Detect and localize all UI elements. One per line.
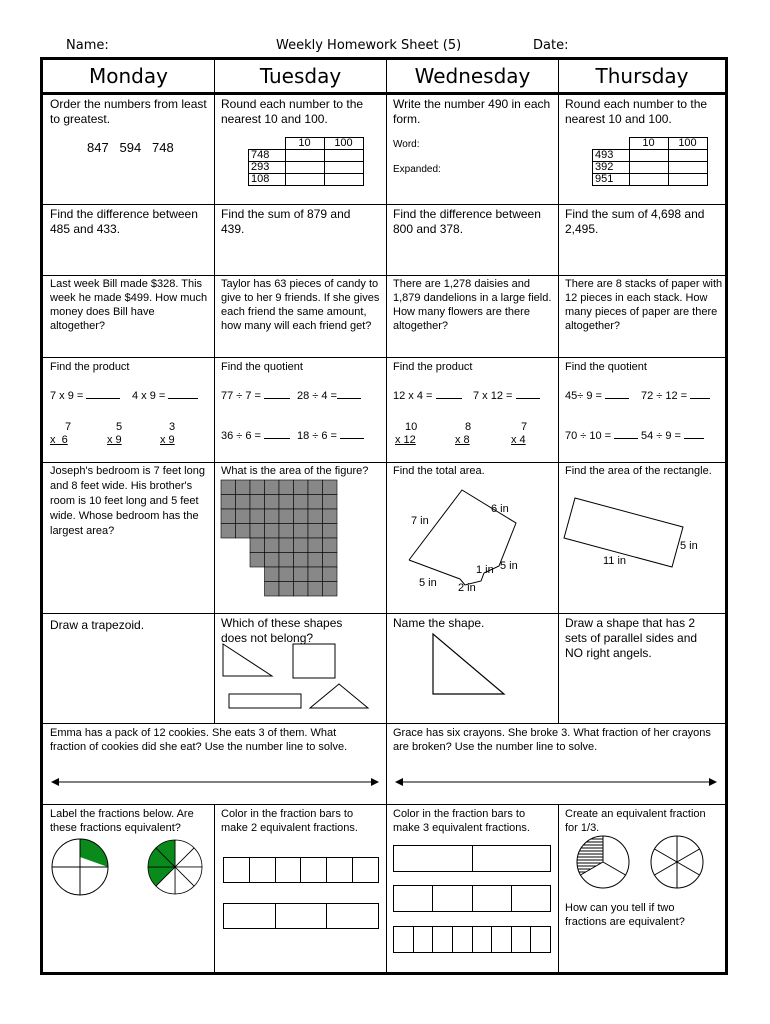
label-7in: 7 in bbox=[411, 515, 429, 527]
row4-monday bbox=[43, 358, 215, 463]
row5-tuesday bbox=[215, 463, 387, 614]
grid-square bbox=[279, 538, 294, 553]
grid-square bbox=[236, 524, 251, 539]
factor: 7 bbox=[65, 421, 72, 433]
grid-square bbox=[323, 567, 338, 582]
answer-cell[interactable] bbox=[629, 174, 668, 186]
prompt: Find the sum of 879 and 439. bbox=[221, 207, 351, 236]
fraction-bar-thirds[interactable] bbox=[223, 903, 379, 929]
grid-square bbox=[308, 567, 323, 582]
answer-cell[interactable] bbox=[668, 150, 707, 162]
factor: 3 bbox=[169, 421, 176, 433]
grid-square bbox=[294, 495, 309, 510]
row7-right bbox=[387, 724, 725, 805]
factor: x 9 bbox=[107, 434, 122, 446]
grid-square bbox=[279, 480, 294, 495]
grid-square bbox=[265, 509, 280, 524]
grid-square bbox=[221, 480, 236, 495]
grid-square bbox=[265, 538, 280, 553]
prompt: Joseph's bedroom is 7 feet long and 8 feet wide. His brother's room is 10 feet long and 5 feet wide. Whose bedroom has the largest area? bbox=[50, 465, 205, 537]
prompt: Draw a trapezoid. bbox=[50, 618, 145, 632]
grid-square bbox=[279, 567, 294, 582]
factor: 10 bbox=[405, 421, 418, 433]
prompt: Find the total area. bbox=[393, 465, 485, 477]
label-5in: 5 in bbox=[419, 577, 437, 589]
title: Find the quotient bbox=[565, 361, 647, 373]
grid-square bbox=[308, 524, 323, 539]
prompt: Label the fractions below. Are these fractions equivalent? bbox=[50, 808, 194, 834]
label-11in: 11 in bbox=[603, 555, 627, 567]
prompt: Taylor has 63 pieces of candy to give to her 9 friends. If she gives each friend the same amount, how many will each friend get? bbox=[221, 278, 380, 332]
prompt: There are 1,278 daisies and 1,879 dandelions in a large field. How many flowers are there altogether? bbox=[393, 278, 552, 332]
grid-square bbox=[265, 567, 280, 582]
grid-square bbox=[308, 495, 323, 510]
grid-square bbox=[294, 582, 309, 597]
fraction-bar-fourths[interactable] bbox=[393, 885, 551, 912]
number-line[interactable] bbox=[43, 772, 387, 792]
equation: 45÷ 9 = bbox=[565, 389, 629, 403]
expanded-label: Expanded: bbox=[393, 164, 441, 175]
equivalent-fraction-circles bbox=[559, 805, 725, 895]
col-10: 10 bbox=[285, 138, 324, 150]
grid-square bbox=[250, 553, 265, 568]
row2-tuesday bbox=[215, 205, 387, 276]
header-monday: Monday bbox=[43, 60, 215, 95]
fraction-bar-sixths[interactable] bbox=[223, 857, 379, 883]
sheet-title: Weekly Homework Sheet (5) bbox=[276, 38, 462, 53]
equation: 12 x 4 = bbox=[393, 389, 462, 403]
answer-cell[interactable] bbox=[668, 174, 707, 186]
grid-square bbox=[308, 480, 323, 495]
answer-cell[interactable] bbox=[629, 162, 668, 174]
equation: 77 ÷ 7 = bbox=[221, 389, 290, 403]
grid-square bbox=[323, 553, 338, 568]
factor: x 9 bbox=[160, 434, 175, 446]
prompt: Round each number to the nearest 10 and 100. bbox=[565, 97, 708, 126]
equation: 54 ÷ 9 = bbox=[641, 429, 704, 443]
row2-thursday bbox=[559, 205, 725, 276]
prompt: There are 8 stacks of paper with 12 pieces in each stack. How many pieces of paper are there altogether? bbox=[565, 278, 723, 332]
prompt: Grace has six crayons. She broke 3. What fraction of her crayons are broken? Use the number line to solve. bbox=[393, 727, 711, 753]
label-1in: 1 in bbox=[476, 564, 494, 576]
row3-tuesday bbox=[215, 276, 387, 358]
prompt: Find the difference between 800 and 378. bbox=[393, 207, 541, 236]
grid-square bbox=[265, 582, 280, 597]
grid-square bbox=[236, 495, 251, 510]
sixths-divider bbox=[654, 849, 677, 862]
grid-square bbox=[279, 495, 294, 510]
equation: 72 ÷ 12 = bbox=[641, 389, 710, 403]
title: Find the product bbox=[393, 361, 473, 373]
grid-square bbox=[279, 582, 294, 597]
col-10: 10 bbox=[629, 138, 668, 150]
fraction-circles bbox=[43, 805, 215, 885]
col-100: 100 bbox=[668, 138, 707, 150]
name-label: Name: bbox=[66, 38, 109, 53]
row6-tuesday bbox=[215, 614, 387, 724]
number-list: 847 594 748 bbox=[87, 140, 174, 155]
answer-cell[interactable] bbox=[668, 162, 707, 174]
grid-square bbox=[308, 582, 323, 597]
row2-monday bbox=[43, 205, 215, 276]
header-tuesday: Tuesday bbox=[215, 60, 387, 95]
equation: 18 ÷ 6 = bbox=[297, 429, 364, 443]
grid-square bbox=[236, 480, 251, 495]
row1-tuesday bbox=[215, 95, 387, 205]
factor: x 12 bbox=[395, 434, 416, 446]
grid-square bbox=[279, 524, 294, 539]
title: Find the quotient bbox=[221, 361, 303, 373]
row4-wednesday bbox=[387, 358, 559, 463]
answer-cell[interactable] bbox=[324, 150, 363, 162]
prompt: Which of these shapes does not belong? bbox=[221, 616, 343, 645]
prompt: Color in the fraction bars to make 3 equivalent fractions. bbox=[393, 808, 530, 834]
shapes-figure bbox=[215, 614, 387, 724]
prompt: Find the sum of 4,698 and 2,495. bbox=[565, 207, 705, 236]
row5-wednesday bbox=[387, 463, 559, 614]
word-label: Word: bbox=[393, 139, 420, 150]
number-cell: 392 bbox=[593, 162, 630, 174]
answer-cell[interactable] bbox=[285, 174, 324, 186]
grid-square bbox=[294, 553, 309, 568]
grid-square bbox=[265, 553, 280, 568]
row2-wednesday bbox=[387, 205, 559, 276]
prompt: Find the area of the rectangle. bbox=[565, 465, 712, 477]
answer-cell[interactable] bbox=[324, 162, 363, 174]
grid-square bbox=[221, 524, 236, 539]
grid-square bbox=[323, 480, 338, 495]
grid-square bbox=[308, 553, 323, 568]
row4-thursday bbox=[559, 358, 725, 463]
label-6in: 6 in bbox=[491, 503, 509, 515]
row3-wednesday bbox=[387, 276, 559, 358]
answer-cell[interactable] bbox=[285, 162, 324, 174]
date-label: Date: bbox=[533, 38, 569, 53]
label-5in: 5 in bbox=[680, 540, 698, 552]
factor: 8 bbox=[465, 421, 472, 433]
question: How can you tell if two fractions are equivalent? bbox=[565, 902, 685, 928]
header-thursday: Thursday bbox=[559, 60, 725, 95]
prompt: Write the number 490 in each form. bbox=[393, 97, 551, 126]
row1-wednesday bbox=[387, 95, 559, 205]
grid-square bbox=[308, 509, 323, 524]
prompt: Emma has a pack of 12 cookies. She eats 3 of them. What fraction of cookies did she eat? Use the number line to solve. bbox=[50, 727, 348, 753]
row8-thursday bbox=[559, 805, 725, 972]
rounding-table bbox=[248, 137, 364, 186]
row6-thursday bbox=[559, 614, 725, 724]
equation: 36 ÷ 6 = bbox=[221, 429, 290, 443]
row1-monday bbox=[43, 95, 215, 205]
row8-tuesday bbox=[215, 805, 387, 972]
grid-square bbox=[294, 567, 309, 582]
answer-cell[interactable] bbox=[629, 150, 668, 162]
prompt: Find the difference between 485 and 433. bbox=[50, 207, 198, 236]
grid-square bbox=[250, 524, 265, 539]
grid-square bbox=[265, 524, 280, 539]
number-cell: 951 bbox=[593, 174, 630, 186]
row3-thursday bbox=[559, 276, 725, 358]
row3-monday bbox=[43, 276, 215, 358]
equation: 28 ÷ 4 = bbox=[297, 389, 361, 403]
prompt: Name the shape. bbox=[393, 616, 485, 630]
prompt: Round each number to the nearest 10 and 100. bbox=[221, 97, 364, 126]
number-line[interactable] bbox=[387, 772, 725, 792]
factor: x 6 bbox=[50, 434, 68, 446]
grid-square bbox=[236, 509, 251, 524]
answer-cell[interactable] bbox=[285, 150, 324, 162]
equation: 70 ÷ 10 = bbox=[565, 429, 638, 443]
prompt: Create an equivalent fraction for 1/3. bbox=[565, 808, 706, 834]
grid-square bbox=[294, 480, 309, 495]
fraction-bar-eighths[interactable] bbox=[393, 926, 551, 953]
prompt: Draw a shape that has 2 sets of parallel sides and NO right angels. bbox=[565, 616, 698, 660]
row7-left bbox=[43, 724, 387, 805]
number-cell: 108 bbox=[249, 174, 286, 186]
row8-wednesday bbox=[387, 805, 559, 972]
equation: 4 x 9 = bbox=[132, 389, 198, 403]
header-wednesday: Wednesday bbox=[387, 60, 559, 95]
col-100: 100 bbox=[324, 138, 363, 150]
grid-square bbox=[265, 480, 280, 495]
sixths-divider bbox=[677, 862, 700, 875]
label-5in: 5 in bbox=[500, 560, 518, 572]
row6-wednesday bbox=[387, 614, 559, 724]
grid-square bbox=[250, 480, 265, 495]
rounding-table bbox=[592, 137, 708, 186]
grid-square bbox=[294, 509, 309, 524]
row8-monday bbox=[43, 805, 215, 972]
number-cell: 293 bbox=[249, 162, 286, 174]
grid-square bbox=[221, 495, 236, 510]
factor: x 8 bbox=[455, 434, 470, 446]
label-2in: 2 in bbox=[458, 582, 476, 594]
grid-square bbox=[279, 553, 294, 568]
grid-square bbox=[294, 538, 309, 553]
grid-square bbox=[323, 509, 338, 524]
equation: 7 x 9 = bbox=[50, 389, 120, 403]
triangle-figure bbox=[387, 614, 559, 724]
number-cell: 493 bbox=[593, 150, 630, 162]
rectangle-figure bbox=[559, 463, 725, 613]
number-cell: 748 bbox=[249, 150, 286, 162]
factor: 7 bbox=[521, 421, 528, 433]
grid-square bbox=[250, 495, 265, 510]
grid-square bbox=[221, 509, 236, 524]
grid-square bbox=[323, 538, 338, 553]
grid-square bbox=[323, 582, 338, 597]
row5-thursday bbox=[559, 463, 725, 614]
title: Find the product bbox=[50, 361, 130, 373]
row4-tuesday bbox=[215, 358, 387, 463]
answer-cell[interactable] bbox=[324, 174, 363, 186]
equation: 7 x 12 = bbox=[473, 389, 540, 403]
grid-square bbox=[279, 509, 294, 524]
sixths-divider bbox=[654, 862, 677, 875]
grid-square bbox=[323, 495, 338, 510]
prompt: Last week Bill made $328. This week he made $499. How much money does Bill have altogether? bbox=[50, 278, 208, 332]
prompt: What is the area of the figure? bbox=[221, 465, 369, 477]
prompt: Order the numbers from least to greatest. bbox=[50, 97, 207, 126]
row6-monday bbox=[43, 614, 215, 724]
sixths-divider bbox=[677, 849, 700, 862]
grid-square bbox=[294, 524, 309, 539]
prompt: Color in the fraction bars to make 2 equivalent fractions. bbox=[221, 808, 358, 834]
grid-square bbox=[250, 538, 265, 553]
area-grid-figure bbox=[221, 480, 341, 605]
row1-thursday bbox=[559, 95, 725, 205]
factor: 5 bbox=[116, 421, 123, 433]
grid-square bbox=[308, 538, 323, 553]
homework-grid bbox=[40, 57, 728, 975]
grid-square bbox=[265, 495, 280, 510]
grid-square bbox=[323, 524, 338, 539]
grid-square bbox=[250, 509, 265, 524]
fraction-bar-halves[interactable] bbox=[393, 845, 551, 872]
factor: x 4 bbox=[511, 434, 526, 446]
row5-monday bbox=[43, 463, 215, 614]
